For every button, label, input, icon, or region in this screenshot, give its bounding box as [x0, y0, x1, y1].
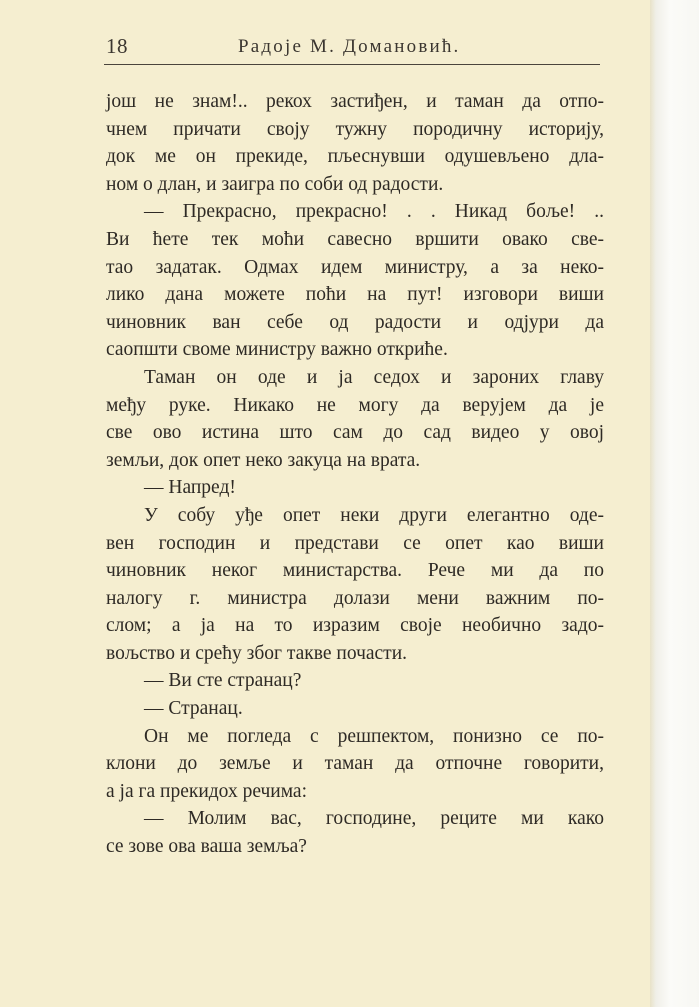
text-line: слом; а ја на то изразим своје необично задо- — [106, 615, 604, 637]
text-line: вен господин и представи се опет као виши — [106, 532, 604, 554]
text-line: ном о длан, и заигра по соби од радости. — [106, 173, 444, 195]
text-line: међу руке. Никако не могу да верујем да је — [106, 394, 604, 416]
text-line: земљи, док опет неко закуца на врата. — [106, 449, 421, 471]
text-line: Он ме погледа с решпектом, понизно се по- — [144, 725, 604, 747]
text-line: — Молим вас, господине, реците ми како — [144, 808, 604, 830]
body-text — [106, 88, 604, 861]
text-line: — Ви сте странац? — [144, 670, 302, 692]
text-line: а ја га прекидох речима: — [106, 780, 308, 802]
text-line: чнем причати своју тужну породичну историју, — [106, 118, 604, 140]
text-line: саопшти своме министру важно откриће. — [106, 339, 448, 361]
text-line: чиновник неког министарства. Рече ми да по — [106, 560, 604, 582]
header-rule — [104, 64, 600, 65]
text-line: тао задатак. Одмах идем министру, а за неко- — [106, 256, 604, 278]
text-line: У собу уђе опет неки други елегантно оде- — [144, 504, 604, 526]
text-line: док ме он прекиде, пљеснувши одушевљено дла- — [106, 146, 604, 168]
page-number: 18 — [106, 34, 128, 58]
text-line: се зове ова ваша земља? — [106, 836, 307, 858]
running-title: Радоје М. Домановић. — [238, 36, 461, 57]
text-line: — Странац. — [144, 698, 243, 720]
text-line: чиновник ван себе од радости и одјури да — [106, 311, 604, 333]
text-line: — Прекрасно, прекрасно! . . Никад боље! .. — [144, 201, 604, 223]
text-line: вољство и срећу због такве почасти. — [106, 642, 408, 664]
text-line: — Напред! — [144, 477, 236, 499]
text-line: Таман он оде и ја седох и зароних главу — [144, 366, 604, 388]
text-line: лико дана можете поћи на пут! изговори виши — [106, 284, 604, 306]
text-line: све ово истина што сам до сад видео у овој — [106, 422, 604, 444]
page-edge — [650, 0, 699, 1007]
text-line: клони до земље и таман да отпочне говорити, — [106, 753, 604, 775]
text-line: Ви ћете тек моћи савесно вршити овако све- — [106, 228, 604, 250]
text-line: још не знам!.. рекох застиђен, и таман да отпо- — [106, 91, 604, 112]
text-line: налогу г. министра долази мени важним по- — [106, 587, 604, 609]
